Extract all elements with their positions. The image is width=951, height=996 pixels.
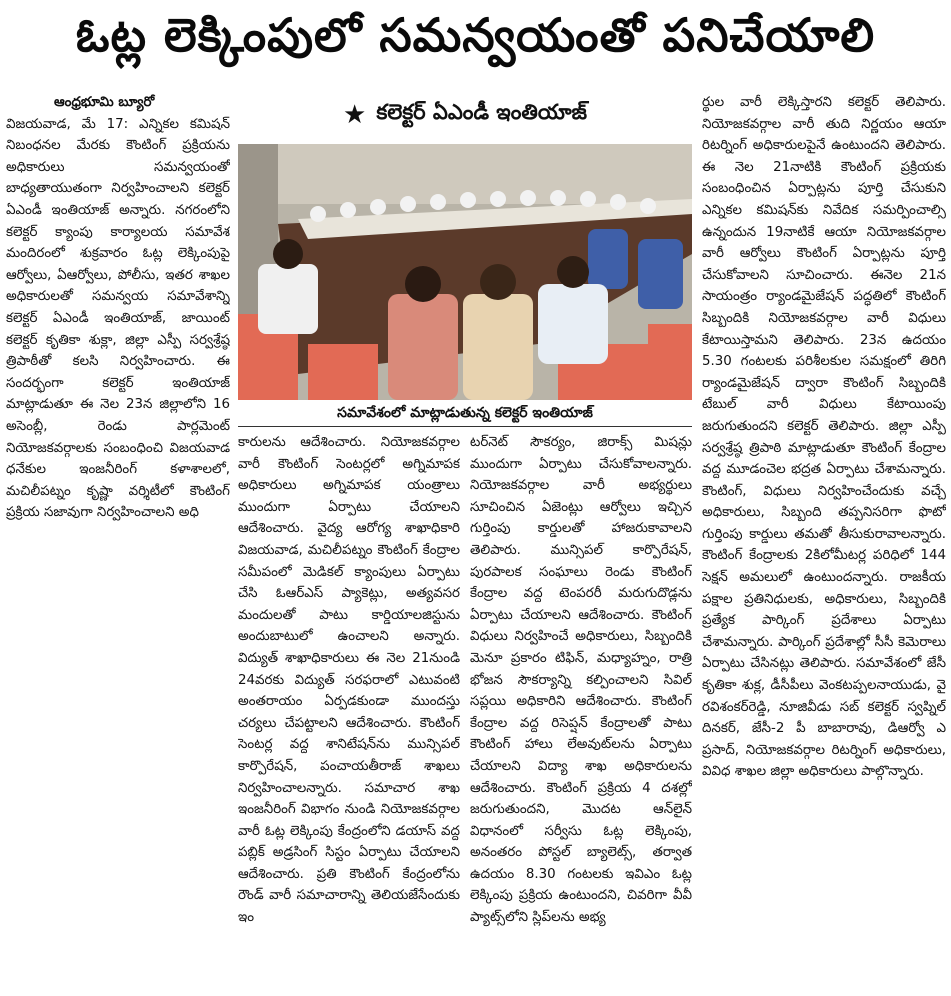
- article-text-col1: విజయవాడ, మే 17: ఎన్నికల కమిషన్ నిబంధనల మేరకు కౌంటింగ్ ప్రక్రియను అధికారులు సమన్వయంతో బాధ్యతాయుతంగా నిర్వహించాలని కలెక్టర్ ఏఎండీ ఇంతియాజ్ అన్నారు. నగరంలోని కలెక్టర్ క్యాంపు కార్యాలయ సమావేశ మందిరంలో శుక్రవారం ఓట్ల లెక్కింపుపై ఆర్వోలు, ఏఆర్వోలు, పోలీసు, ఇతర శాఖల అధికారులతో సమన్వయ సమావేశాన్ని కలెక్టర్ ఏఎండీ ఇంతియాజ్, జాయింట్ కలెక్టర్ కృతికా శుక్లా, జిల్లా ఎస్పీ సర్వశ్రేష్ఠ త్రిపాఠీతో కలసి నిర్వహించారు. ఈ సందర్భంగా కలెక్టర్ ఇంతియాజ్ మాట్లాడుతూ ఈ నెల 23న జిల్లాలోని 16 అసెంబ్లీ, రెండు పార్లమెంట్ నియోజకవర్గాలకు సంబంధించి విజయవాడ ధనేకుల ఇంజనీరింగ్ కళాశాలలో, మచిలీపట్నం కృష్ణా వర్శిటీలో కౌంటింగ్ ప్రక్రియ సజావుగా నిర్వహించాలని అధి: [6, 116, 230, 521]
- photo-caption: సమావేశంలో మాట్లాడుతున్న కలెక్టర్ ఇంతియాజ్: [238, 402, 692, 427]
- article-text-col3: టర్‌నెట్ సౌకర్యం, జిరాక్స్ మిషన్లు ముందుగా ఏర్పాటు చేసుకోవాలన్నారు. నియోజకవర్గాల వారీ అభ్యర్థులు సూచించిన ఏజెంట్లు ఆర్వోలు ఇచ్చిన గుర్తింపు కార్డులతో హాజరుకావాలని తెలిపారు. మున్సిపల్ కార్పొరేషన్, పురపాలక సంఘాలు రెండు కౌంటింగ్ కేంద్రాల వద్ద టెంపరరీ మరుగుదొడ్లను ఏర్పాటు చేయాలని ఆదేశించారు. కౌంటింగ్ విధులు నిర్వహించే అధికారులు, సిబ్బందికి మెనూ ప్రకారం టిఫిన్, మధ్యాహ్నం, రాత్రి భోజన సౌకర్యాన్ని కల్పించాలని సివిల్ సప్లయి అధికారిని ఆదేశించారు. కౌంటింగ్ కేంద్రాల వద్ద రిసెప్షన్ కేంద్రాలతో పాటు కౌంటింగ్ హాలు లేఅవుట్‌లను ఏర్పాటు చేయాలని విద్యా శాఖ అధికారులను ఆదేశించారు. కౌంటింగ్ ప్రక్రియ 4 దశల్లో జరుగుతుందని, మొదట ఆన్‌లైన్ విధానంలో సర్వీసు ఓట్ల లెక్కింపు, అనంతరం పోస్టల్ బ్యాలెట్స్, తర్వాత ఉదయం 8.30 గంటలకు ఇవిఎం ఓట్ల లెక్కింపు ప్రక్రియ ఉంటుందని, చివరిగా వీవీ ప్యాట్స్‌లోని స్లిప్‌లను అభ్య: [470, 435, 692, 926]
- article-column-4: [702, 92, 946, 992]
- byline: ఆంధ్రభూమి బ్యూరో: [54, 95, 155, 110]
- article-column-2: [238, 432, 460, 992]
- kicker: [238, 92, 692, 138]
- article-text-col2: కారులను ఆదేశించారు. నియోజకవర్గాల వారీ కౌంటింగ్ సెంటర్లలో అగ్నిమాపక అధికారులు అగ్నిమాపక యంత్రాలు ముందుగా ఏర్పాటు చేయాలని ఆదేశించారు. వైద్య ఆరోగ్య శాఖాధికారి విజయవాడ, మచిలీపట్నం కౌంటింగ్ కేంద్రాల సమీపంలో మెడికల్ క్యాంపులు ఏర్పాటు చేసి ఓఆర్ఎస్ ప్యాకెట్లు, అత్యవసర మందులతో పాటు కార్డియాలజిస్టును అందుబాటులో ఉంచాలని అన్నారు. విద్యుత్ శాఖాధికారులు ఈ నెల 21నుండి 24వరకు విద్యుత్ సరఫరాలో ఎటువంటి అంతరాయం ఏర్పడకుండా ముందస్తు చర్యలు చేపట్టాలని ఆదేశించారు. కౌంటింగ్ సెంటర్ల వద్ద శానిటేషన్‌ను మున్సిపల్ కార్పొరేషన్, పంచాయతీరాజ్ శాఖలు నిర్వహించాలన్నారు. సమాచార శాఖ ఇంజనీరింగ్ విభాగం నుండి నియోజకవర్గాల వారీ ఓట్ల లెక్కింపు కేంద్రంలోని డయాస్ వద్ద పబ్లిక్ అడ్రసింగ్ సిస్టం ఏర్పాటు చేయాలని ఆదేశించారు. ప్రతి కౌంటింగ్ కేంద్రంలోను రౌండ్ వారీ సమాచారాన్ని తెలియజేసేందుకు ఇం: [238, 435, 460, 926]
- article-column-3: [470, 432, 692, 992]
- feature-block: [238, 92, 692, 428]
- article-text-col4: ర్థుల వారీ లెక్కిస్తారని కలెక్టర్ తెలిపారు. నియోజకవర్గాల వారీ తుది నిర్ణయం ఆయా రిటర్నింగ్ అధికారులపైనే ఉంటుందని తెలిపారు. ఈ నెల 21నాటికి కౌంటింగ్ ప్రక్రియకు సంబంధించిన ఏర్పాట్లను పూర్తి చేసుకుని ఎన్నికల కమిషన్‌కు నివేదిక సమర్పించాల్సి ఉన్నందున 19నాటికే ఆయా నియోజకవర్గాల వారీ ఆర్వోలు కౌంటింగ్ ఏర్పాట్లను పూర్తి చేసుకోవాలని సూచించారు. ఈనెల 21న సాయంత్రం ర్యాండమైజేషన్ పద్ధతిలో కౌంటింగ్ సిబ్బందికి నియోజకవర్గాల వారీ విధులు కేటాయిస్తామని తెలిపారు. 23న ఉదయం 5.30 గంటలకు పరిశీలకుల సమక్షంలో తిరిగి ర్యాండమైజేషన్ ద్వారా కౌంటింగ్ సిబ్బందికి టేబుల్ వారీ విధులు కేటాయింపు జరుగుతుందని కలెక్టర్ తెలిపారు. జిల్లా ఎస్పీ సర్వశ్రేష్ఠ త్రిపాఠి మాట్లాడుతూ కౌంటింగ్ కేంద్రాల వద్ద మూడంచెల భద్రత ఏర్పాటు చేశామన్నారు. కౌంటింగ్, విధులు నిర్వహించేందుకు వచ్చే అధికారులు, సిబ్బంది తప్పనిసరిగా ఫొటో గుర్తింపు కార్డులు తమతో తీసుకురావాలన్నారు. కౌంటింగ్ కేంద్రాలకు 2కిలోమీటర్ల పరిధిలో 144 సెక్షన్ అమలులో ఉంటుందన్నారు. రాజకీయ పక్షాల ప్రతినిధులకు, అధికారులు, సిబ్బందికి ప్రత్యేక పార్కింగ్ ప్రదేశాలు ఏర్పాటు చేశామన్నారు. పార్కింగ్ ప్రదేశాల్లో సీసీ కెమెరాలు ఏర్పాటు చేసినట్లు తెలిపారు. సమావేశంలో జేసీ కృతికా శుక్ల, డీసీపీలు వెంకటప్పలనాయుడు, వై రవిశంకర్‌రెడ్డి, నూజివీడు సబ్ కలెక్టర్ స్వప్నిల్ దినకర్, జేసీ-2 పీ బాబారావు, డిఆర్వో ఎ ప్రసాద్, నియోజకవర్గాల రిటర్నింగ్ అధికారులు, వివిధ శాఖల జిల్లా అధికారులు పాల్గొన్నారు.: [702, 95, 946, 780]
- meeting-photo: [238, 144, 692, 400]
- kicker-text: కలెక్టర్ ఏఎండీ ఇంతియాజ్: [376, 100, 587, 124]
- article-column-1: [6, 92, 230, 562]
- meeting-photo-illustration: [238, 144, 692, 400]
- headline: ఓట్ల లెక్కింపులో సమన్వయంతో పనిచేయాలి: [75, 8, 876, 62]
- star-icon: ★: [343, 100, 367, 130]
